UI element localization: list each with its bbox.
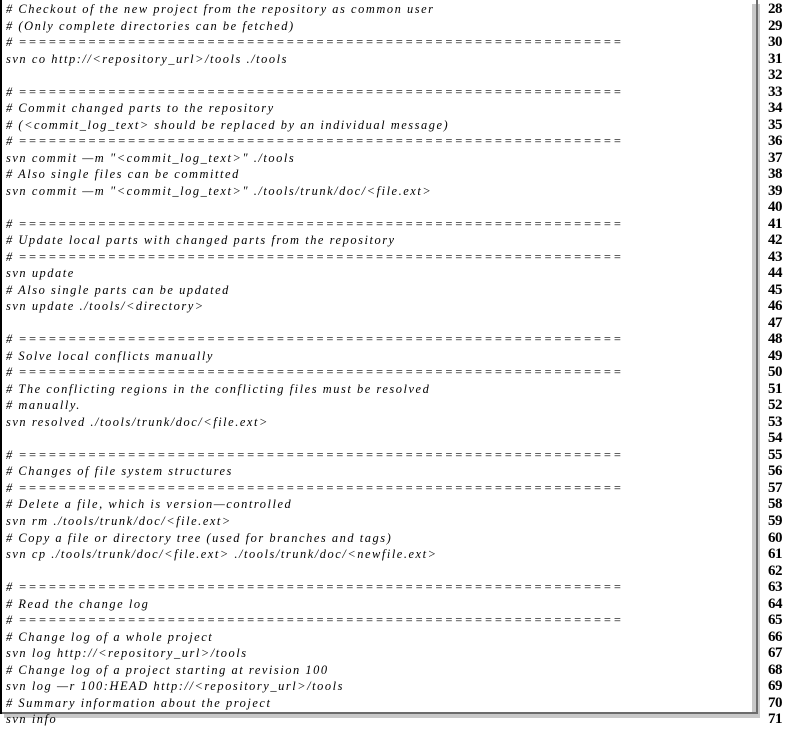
line-number: 49 (768, 347, 782, 364)
code-line: svn co http://<repository_url>/tools ./tools (6, 51, 289, 66)
line-number: 34 (768, 100, 782, 117)
left-rule (0, 0, 2, 714)
code-line: svn commit —m "<commit_log_text>" ./tools/trunk/doc/<file.ext> (6, 183, 433, 198)
line-number: 60 (768, 529, 782, 546)
code-line: # manually. (6, 398, 81, 413)
code-line: # ============================================================= (6, 35, 623, 50)
code-line: # Summary information about the project (6, 695, 272, 710)
line-number: 45 (768, 281, 782, 298)
code-line: svn log http://<repository_url>/tools (6, 646, 248, 661)
line-number: 28 (768, 1, 782, 17)
line-number: 48 (768, 331, 782, 348)
line-number: 42 (768, 232, 782, 249)
line-number: 52 (768, 397, 782, 414)
code-line (6, 315, 746, 332)
line-number: 56 (768, 463, 782, 480)
code-body (6, 1, 746, 728)
line-number: 50 (768, 364, 782, 381)
line-number: 67 (768, 645, 782, 662)
line-number: 57 (768, 479, 782, 496)
code-line: # Also single files can be committed (6, 167, 240, 182)
line-number: 46 (768, 298, 782, 315)
line-number: 54 (768, 430, 782, 447)
code-line: # Read the change log (6, 596, 150, 611)
line-number: 63 (768, 579, 782, 596)
code-line: # Changes of file system structures (6, 464, 233, 479)
code-line: svn cp ./tools/trunk/doc/<file.ext> ./tools/trunk/doc/<newfile.ext> (6, 547, 438, 562)
line-number: 69 (768, 678, 782, 695)
line-number: 33 (768, 83, 782, 100)
line-number: 44 (768, 265, 782, 282)
line-number: 68 (768, 661, 782, 678)
line-number: 71 (768, 711, 782, 728)
code-line (6, 430, 746, 447)
code-line: # ============================================================= (6, 332, 623, 347)
line-number: 39 (768, 182, 782, 199)
code-line: # ============================================================= (6, 613, 623, 628)
code-line: svn info (6, 712, 58, 727)
line-number: 30 (768, 34, 782, 51)
line-number: 70 (768, 694, 782, 711)
line-number: 43 (768, 248, 782, 265)
line-number-gutter (768, 1, 785, 728)
code-line (6, 563, 746, 580)
line-number: 37 (768, 149, 782, 166)
line-number: 65 (768, 612, 782, 629)
code-line: # ============================================================= (6, 365, 623, 380)
code-line: # ============================================================= (6, 84, 623, 99)
line-number: 64 (768, 595, 782, 612)
code-line (6, 67, 746, 84)
line-number: 36 (768, 133, 782, 150)
code-line: svn commit —m "<commit_log_text>" ./tools (6, 150, 296, 165)
line-number: 55 (768, 446, 782, 463)
code-line: # The conflicting regions in the conflicting files must be resolved (6, 381, 431, 396)
line-number: 66 (768, 628, 782, 645)
code-line: # (<commit_log_text> should be replaced by an individual message) (6, 117, 450, 132)
code-line: svn rm ./tools/trunk/doc/<file.ext> (6, 513, 232, 528)
code-line: # Change log of a project starting at revision 100 (6, 662, 329, 677)
line-number: 62 (768, 562, 782, 579)
line-number: 53 (768, 413, 782, 430)
code-line: # Also single parts can be updated (6, 282, 230, 297)
line-number: 59 (768, 512, 782, 529)
code-line: # (Only complete directories can be fetched) (6, 18, 295, 33)
code-line: # Solve local conflicts manually (6, 348, 214, 363)
code-line: svn update (6, 266, 75, 281)
line-number: 61 (768, 546, 782, 563)
line-number: 31 (768, 50, 782, 67)
code-line: # Copy a file or directory tree (used for branches and tags) (6, 530, 393, 545)
code-line: svn update ./tools/<directory> (6, 299, 205, 314)
code-line: # ============================================================= (6, 480, 623, 495)
code-line: svn resolved ./tools/trunk/doc/<file.ext> (6, 414, 269, 429)
line-number: 41 (768, 215, 782, 232)
code-line: # Checkout of the new project from the repository as common user (6, 2, 435, 16)
code-line: # Change log of a whole project (6, 629, 214, 644)
line-number: 35 (768, 116, 782, 133)
line-number: 58 (768, 496, 782, 513)
code-line: # ============================================================= (6, 216, 623, 231)
code-line: # ============================================================= (6, 580, 623, 595)
line-number: 51 (768, 380, 782, 397)
code-line: # Delete a file, which is version—controlled (6, 497, 293, 512)
line-number: 29 (768, 17, 782, 34)
code-line: # ============================================================= (6, 249, 623, 264)
line-number: 32 (768, 67, 782, 84)
code-line: # ============================================================= (6, 447, 623, 462)
code-line: # ============================================================= (6, 134, 623, 149)
line-number: 40 (768, 199, 782, 216)
code-line: svn log —r 100:HEAD http://<repository_url>/tools (6, 679, 344, 694)
line-number: 38 (768, 166, 782, 183)
code-line: # Update local parts with changed parts from the repository (6, 233, 396, 248)
code-line (6, 199, 746, 216)
line-number: 47 (768, 314, 782, 331)
code-line: # Commit changed parts to the repository (6, 101, 275, 116)
